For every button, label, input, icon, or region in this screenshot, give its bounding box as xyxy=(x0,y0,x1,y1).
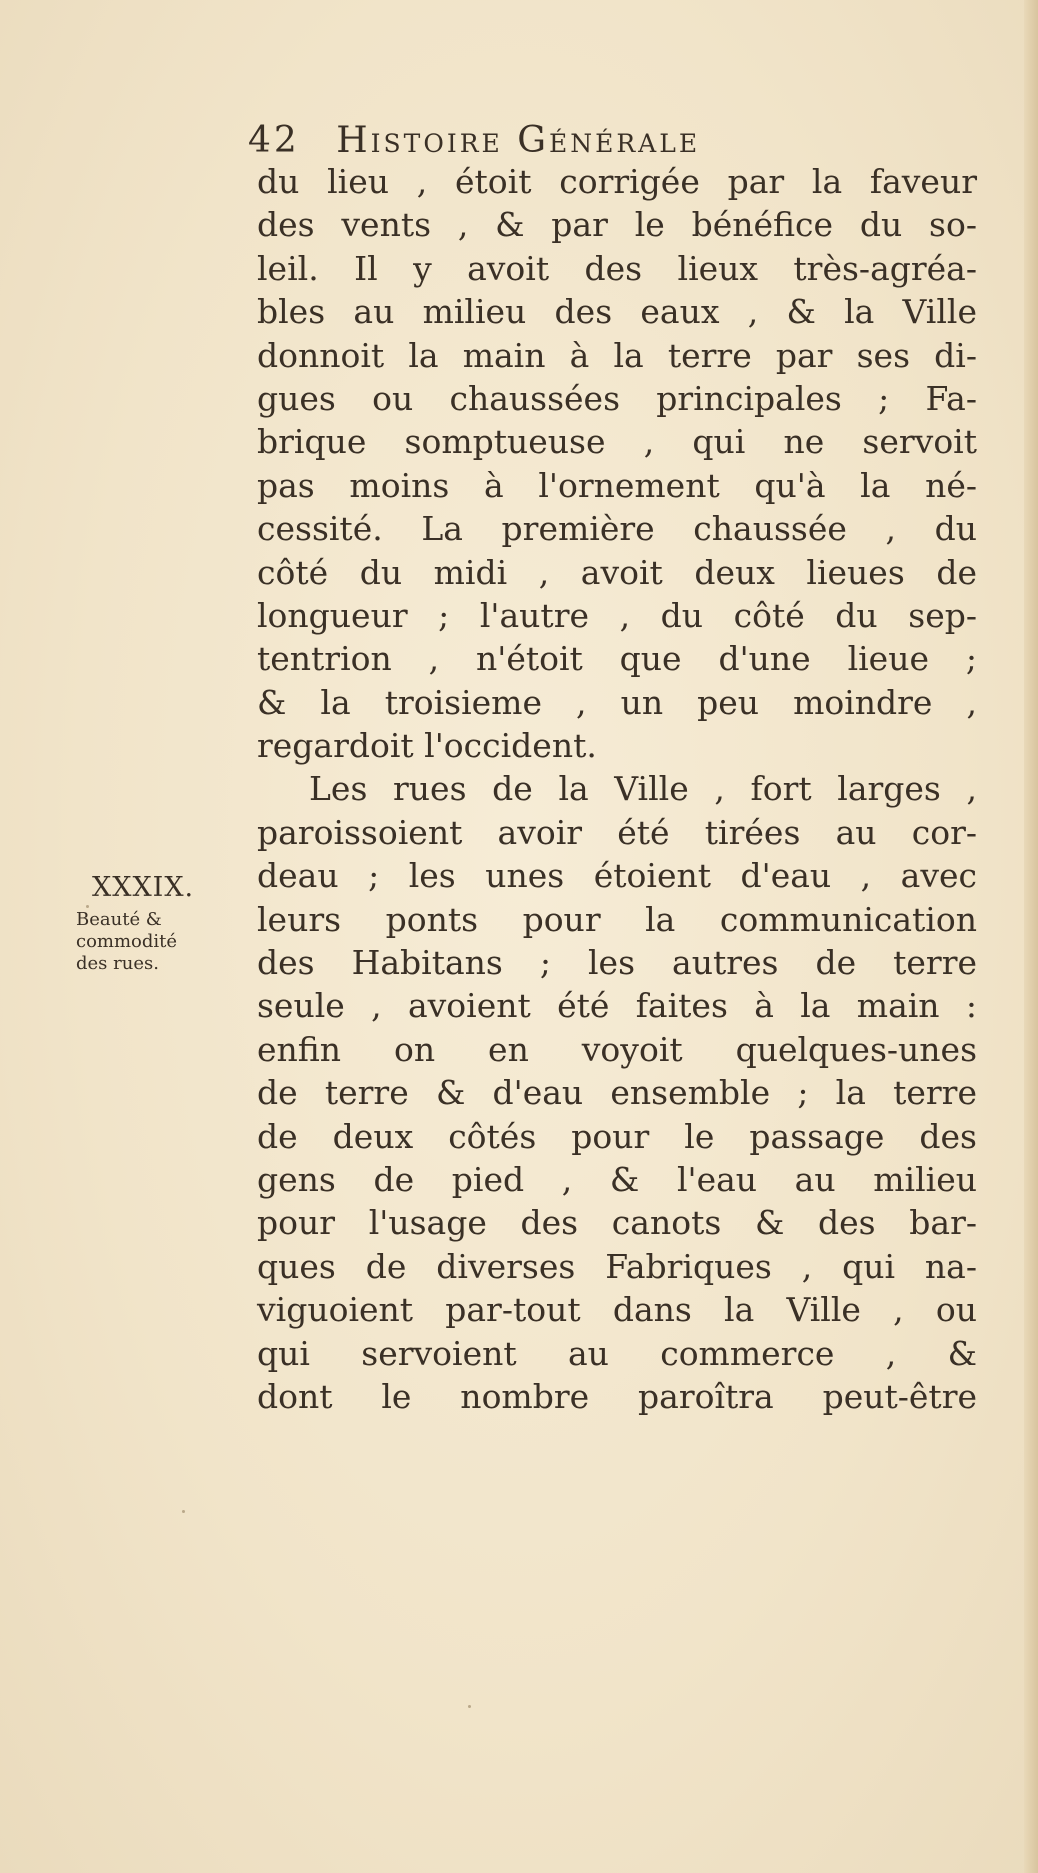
text-line: paroissoient avoir été tirées au cor- xyxy=(257,812,977,852)
section-description-line: Beauté & xyxy=(76,909,162,930)
text-line: leil. Il y avoit des lieux très-agréa- xyxy=(257,248,977,288)
text-line: des vents , & par le bénéfice du so- xyxy=(257,205,977,245)
text-line: enfin on en voyoit quelques-unes xyxy=(257,1029,977,1069)
text-line: pas moins à l'ornement qu'à la né- xyxy=(257,465,977,505)
running-header xyxy=(248,120,700,161)
text-line: de deux côtés pour le passage des xyxy=(257,1116,977,1156)
text-line: leurs ponts pour la communication xyxy=(257,899,977,939)
text-line: pour l'usage des canots & des bar- xyxy=(257,1203,977,1243)
text-line: du lieu , étoit corrigée par la faveur xyxy=(257,162,977,201)
text-line: bles au milieu des eaux , & la Ville xyxy=(257,292,977,332)
body-text xyxy=(257,160,977,1418)
text-line: cessité. La première chaussée , du xyxy=(257,509,977,549)
text-line: ques de diverses Fabriques , qui na- xyxy=(257,1246,977,1286)
text-line: de terre & d'eau ensemble ; la terre xyxy=(257,1073,977,1113)
text-line: & la troisieme , un peu moindre , xyxy=(257,682,977,722)
section-number: XXXIX. xyxy=(92,872,195,903)
margin-note xyxy=(70,872,250,975)
text-line: dont le nombre paroîtra peut-être xyxy=(257,1376,977,1416)
paragraph xyxy=(257,160,977,767)
text-line: Les rues de la Ville , fort larges , xyxy=(309,769,977,809)
page-number: 42 xyxy=(248,120,300,161)
page-edge xyxy=(1024,0,1038,1873)
text-line: tentrion , n'étoit que d'une lieue ; xyxy=(257,639,977,679)
section-description-line: des rues. xyxy=(76,953,159,974)
paper-speck xyxy=(86,905,89,908)
section-description-line: commodité xyxy=(76,931,178,952)
text-line: donnoit la main à la terre par ses di- xyxy=(257,335,977,375)
paper-speck xyxy=(468,1705,471,1708)
text-line: longueur ; l'autre , du côté du sep- xyxy=(257,595,977,635)
paper-speck xyxy=(182,1510,185,1513)
running-title: Histoire Générale xyxy=(336,120,701,161)
text-line: brique somptueuse , qui ne servoit xyxy=(257,422,977,462)
text-line: gues ou chaussées principales ; Fa- xyxy=(257,378,977,418)
text-line: seule , avoient été faites à la main : xyxy=(257,986,977,1026)
text-line: deau ; les unes étoient d'eau , avec xyxy=(257,856,977,896)
section-description xyxy=(70,909,250,975)
text-line: côté du midi , avoit deux lieues de xyxy=(257,552,977,592)
text-line: qui servoient au commerce , & xyxy=(257,1333,977,1373)
text-line: gens de pied , & l'eau au milieu xyxy=(257,1159,977,1199)
text-line: des Habitans ; les autres de terre xyxy=(257,943,977,983)
text-line: regardoit l'occident. xyxy=(257,726,597,766)
paragraph xyxy=(257,767,977,1418)
text-line: viguoient par-tout dans la Ville , ou xyxy=(257,1290,977,1330)
